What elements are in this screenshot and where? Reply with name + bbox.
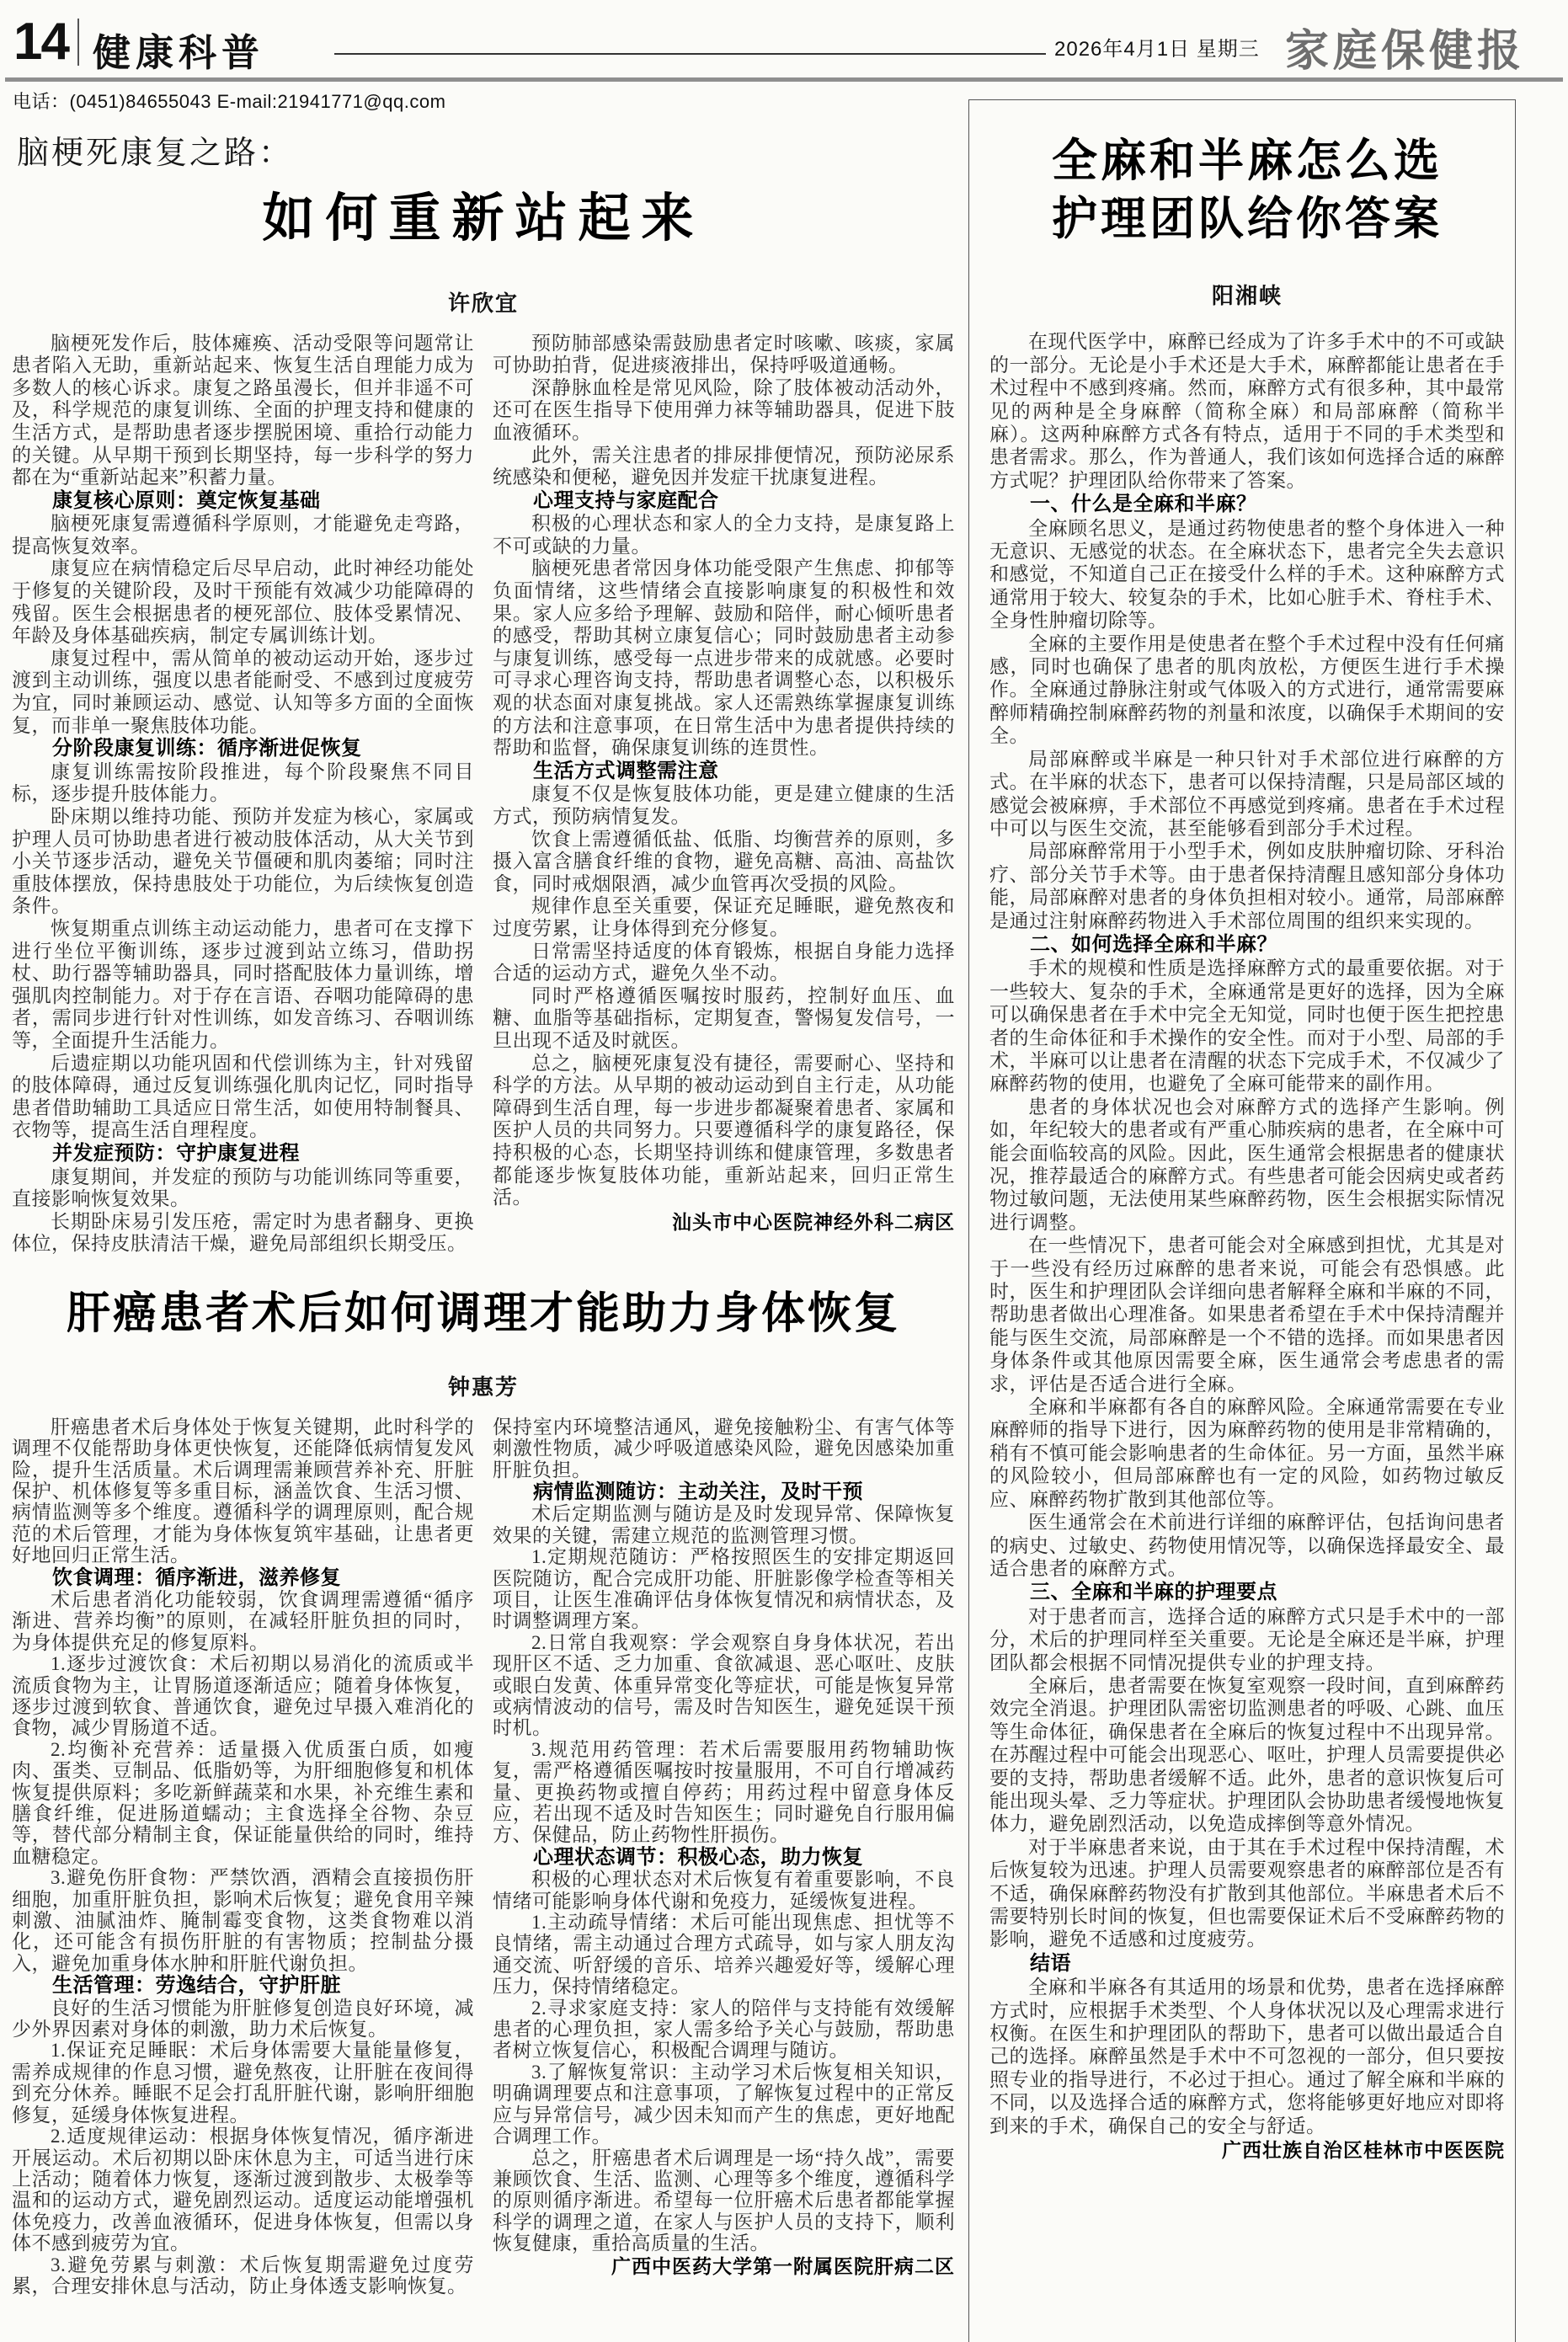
article-paragraph: 长期卧床易引发压疮，需定时为患者翻身、更换体位，保持皮肤清洁干燥，避免局部组织长期受压。 <box>12 1210 474 1255</box>
article2-title-line1: 全麻和半麻怎么选 <box>1052 136 1443 186</box>
article-paragraph: 3.避免伤肝食物：严禁饮酒，酒精会直接损伤肝细胞，加重肝脏负担，影响术后恢复；避免食用辛辣刺激、油腻油炸、腌制霉变食物，这类食物难以消化，还可能含有损伤肝脏的有害物质；控制盐分摄入，避免加重身体水肿和肝脏代谢负担。 <box>12 1867 474 1974</box>
section-heading: 饮食调理：循序渐进，滋养修复 <box>52 1566 341 1589</box>
article-paragraph: 保持室内环境整洁通风，避免接触粉尘、有害气体等刺激性物质，减少呼吸道感染风险，避免因感染加重肝脏负担。 <box>493 1416 955 1480</box>
article-paragraph: 在现代医学中，麻醉已经成为了许多手术中的不可或缺的一部分。无论是小手术还是大手术，麻醉都能让患者在手术过程中不感到疼痛。然而，麻醉方式有很多种，其中最常见的两种是全身麻醉（简称全麻）和局部麻醉（简称半麻）。这两种麻醉方式各有特点，适用于不同的手术类型和患者需求。那么，作为普通人，我们该如何选择合适的麻醉方式呢？护理团队给你带来了答案。 <box>989 331 1505 491</box>
article-paragraph: 术后定期监测与随访是及时发现异常、保障恢复效果的关键，需建立规范的监测管理习惯。 <box>493 1503 955 1546</box>
article-paragraph: 对于患者而言，选择合适的麻醉方式只是手术中的一部分，术后的护理同样至关重要。无论是全麻还是半麻，护理团队都会根据不同情况提供专业的护理支持。 <box>989 1605 1505 1673</box>
article1-body <box>12 333 955 1256</box>
article1-author: 许欣宜 <box>447 290 519 316</box>
article-paragraph: 2.均衡补充营养：适量摄入优质蛋白质，如瘦肉、蛋类、豆制品、低脂奶等，为肝细胞修复和机体恢复提供原料；多吃新鲜蔬菜和水果，补充维生素和膳食纤维，促进肠道蠕动；主食选择全谷物、杂豆等，替代部分精制主食，保证能量供给的同时，维持血糖稳定。 <box>12 1738 474 1867</box>
article1-column-1 <box>12 333 474 1256</box>
article-paragraph: 康复期间，并发症的预防与功能训练同等重要，直接影响恢复效果。 <box>12 1166 474 1210</box>
article-paragraph: 医生通常会在术前进行详细的麻醉评估，包括询问患者的病史、过敏史、药物使用情况等，以确保选择最安全、最适合患者的麻醉方式。 <box>989 1512 1505 1579</box>
article-paragraph: 总之，肝癌患者术后调理是一场“持久战”，需要兼顾饮食、生活、监测、心理等多个维度，遵循科学的原则循序渐进。希望每一位肝癌术后患者都能掌握科学的调理之道，在家人与医护人员的支持下，顺利恢复健康，重拾高质量的生活。 <box>493 2147 955 2254</box>
article-paragraph: 康复过程中，需从简单的被动运动开始，逐步过渡到主动训练，强度以患者能耐受、不感到过度疲劳为宜，同时兼顾运动、感觉、认知等多方面的全面恢复，而非单一聚焦肢体功能。 <box>12 647 474 736</box>
article-paragraph: 预防肺部感染需鼓励患者定时咳嗽、咳痰，家属可协助拍背，促进痰液排出，保持呼吸道通畅。 <box>493 332 955 376</box>
section-heading: 康复核心原则：奠定恢复基础 <box>52 488 321 512</box>
page-number-divider <box>77 19 79 66</box>
article-paragraph: 全麻和半麻都有各自的麻醉风险。全麻通常需要在专业麻醉师的指导下进行，因为麻醉药物的使用是非常精确的，稍有不慎可能会影响患者的生命体征。另一方面，虽然半麻的风险较小，但局部麻醉也有一定的风险，如药物过敏反应、麻醉药物扩散到其他部位等。 <box>989 1396 1505 1510</box>
article3-body <box>12 1416 955 2297</box>
article-paragraph: 恢复期重点训练主动运动能力，患者可在支撑下进行坐位平衡训练，逐步过渡到站立练习，借助拐杖、助行器等辅助器具，同时搭配肢体力量训练，增强肌肉控制能力。对于存在言语、吞咽功能障碍的患者，需同步进行针对性训练，如发音练习、吞咽训练等，全面提升生活能力。 <box>12 917 474 1051</box>
article-paragraph: 日常需坚持适度的体育锻炼，根据自身能力选择合适的运动方式，避免久坐不动。 <box>493 940 955 984</box>
article-paragraph: 2.寻求家庭支持：家人的陪伴与支持能有效缓解患者的心理负担，家人需多给予关心与鼓励，帮助患者树立恢复信心，积极配合调理与随访。 <box>493 1997 955 2062</box>
article-paragraph: 康复不仅是恢复肢体功能，更是建立健康的生活方式，预防病情复发。 <box>493 783 955 827</box>
article3-author: 钟惠芳 <box>447 1374 519 1400</box>
article-paragraph: 1.定期规范随访：严格按照医生的安排定期返回医院随访，配合完成肝功能、肝脏影像学检查等相关项目，让医生准确评估身体恢复情况和病情状态，及时调整调理方案。 <box>493 1546 955 1632</box>
article-paragraph: 全麻顾名思义，是通过药物使患者的整个身体进入一种无意识、无感觉的状态。在全麻状态下，患者完全失去意识和感觉，不知道自己正在接受什么样的手术。这种麻醉方式通常用于较大、较复杂的手术，比如心脏手术、脊柱手术、全身性肿瘤切除等。 <box>989 517 1505 632</box>
article3-column-1 <box>12 1416 474 2297</box>
section-heading: 病情监测随访：主动关注，及时干预 <box>533 1480 863 1503</box>
right-section <box>968 99 1516 2342</box>
article-paragraph: 对于半麻患者来说，由于其在手术过程中保持清醒，术后恢复较为迅速。护理人员需要观察患者的麻醉部位是否有不适，确保麻醉药物没有扩散到其他部位。半麻患者术后不需要特别长时间的恢复，但也需要保证术后不受麻醉药物的影响，避免不适感和过度疲劳。 <box>989 1836 1505 1950</box>
article2-author: 阳湘峡 <box>1211 283 1283 309</box>
article-stroke-rehab <box>12 126 955 1256</box>
article-paragraph: 脑梗死发作后，肢体瘫痪、活动受限等问题常让患者陷入无助，重新站起来、恢复生活自理能力成为多数人的核心诉求。康复之路虽漫长，但并非遥不可及，科学规范的康复训练、全面的护理支持和健康的生活方式，是帮助患者逐步摆脱困境、重拾行动能力的关键。从早期干预到长期坚持，每一步科学的努力都在为“重新站起来”积蓄力量。 <box>12 332 474 488</box>
section-heading: 并发症预防：守护康复进程 <box>52 1141 300 1165</box>
article2-title-line2: 护理团队给你答案 <box>1052 194 1443 245</box>
section-heading: 心理支持与家庭配合 <box>533 488 719 512</box>
article-paragraph: 全麻和半麻各有其适用的场景和优势，患者在选择麻醉方式时，应根据手术类型、个人身体状况以及心理需求进行权衡。在医生和护理团队的帮助下，患者可以做出最适合自己的选择。麻醉虽然是手术中不可忽视的一部分，但只要按照专业的指导进行，不必过于担心。通过了解全麻和半麻的不同，以及选择合适的麻醉方式，您将能够更好地应对即将到来的手术，确保自己的安全与舒适。 <box>989 1977 1505 2137</box>
article-paragraph: 1.主动疏导情绪：术后可能出现焦虑、担忧等不良情绪，需主动通过合理方式疏导，如与家人朋友沟通交流、听舒缓的音乐、培养兴趣爱好等，缓解心理压力，保持情绪稳定。 <box>493 1912 955 1998</box>
article-signature: 广西中医药大学第一附属医院肝病二区 <box>611 2254 955 2277</box>
article2-body <box>989 330 1505 2162</box>
article-paragraph: 脑梗死患者常因身体功能受限产生焦虑、抑郁等负面情绪，这些情绪会直接影响康复的积极性和效果。家人应多给予理解、鼓励和陪伴，耐心倾听患者的感受，帮助其树立康复信心；同时鼓励患者主动参与康复训练，感受每一点进步带来的成就感。必要时可寻求心理咨询支持，帮助患者调整心态，以积极乐观的状态面对康复挑战。家人还需熟练掌握康复训练的方法和注意事项，在日常生活中为患者提供持续的帮助和监督，确保康复训练的连贯性。 <box>493 557 955 759</box>
section-heading: 二、如何选择全麻和半麻？ <box>1030 932 1277 956</box>
article-paragraph: 3.规范用药管理：若术后需要服用药物辅助恢复，需严格遵循医嘱按时按量服用，不可自行增减药量、更换药物或擅自停药；用药过程中留意身体反应，若出现不适及时告知医生；同时避免自行服用偏方、保健品，防止药物性肝损伤。 <box>493 1738 955 1846</box>
section-heading: 生活方式调整需注意 <box>533 759 719 782</box>
header-rule <box>334 53 1046 55</box>
article-paragraph: 康复应在病情稳定后尽早启动，此时神经功能处于修复的关键阶段，及时干预能有效减少功能障碍的残留。医生会根据患者的梗死部位、肢体受累情况、年龄及身体基础疾病，制定专属训练计划。 <box>12 557 474 647</box>
article-paragraph: 局部麻醉常用于小型手术，例如皮肤肿瘤切除、牙科治疗、部分关节手术等。由于患者保持清醒且感知部分身体功能，局部麻醉对患者的身体负担相对较小。通常，局部麻醉是通过注射麻醉药物进入手术部位周围的组织来实现的。 <box>989 840 1505 931</box>
newspaper-masthead: 家庭保健报 <box>1285 28 1526 76</box>
article-paragraph: 后遗症期以功能巩固和代偿训练为主，针对残留的肢体障碍，通过反复训练强化肌肉记忆，同时指导患者借助辅助工具适应日常生活，如使用特制餐具、衣物等，提高生活自理程度。 <box>12 1052 474 1141</box>
article1-kicker: 脑梗死康复之路： <box>17 136 294 171</box>
article-paragraph: 3.避免劳累与刺激：术后恢复期需避免过度劳累，合理安排休息与活动，防止身体透支影响恢复。 <box>12 2254 474 2297</box>
article1-column-2 <box>493 333 955 1256</box>
article-paragraph: 良好的生活习惯能为肝脏修复创造良好环境，减少外界因素对身体的刺激，助力术后恢复。 <box>12 1997 474 2041</box>
article3-title: 肝癌患者术后如何调理才能助力身体恢复 <box>66 1289 900 1338</box>
article-paragraph: 此外，需关注患者的排尿排便情况，预防泌尿系统感染和便秘，避免因并发症干扰康复进程。 <box>493 444 955 488</box>
article-paragraph: 在一些情况下，患者可能会对全麻感到担忧，尤其是对于一些没有经历过麻醉的患者来说，可能会有恐惧感。此时，医生和护理团队会详细向患者解释全麻和半麻的不同，帮助患者做出心理准备。如果患者希望在手术中保持清醒并能与医生交流，局部麻醉是一个不错的选择。而如果患者因身体条件或其他原因需要全麻，医生通常会考虑患者的需求，评估是否适合进行全麻。 <box>989 1235 1505 1395</box>
article-paragraph: 局部麻醉或半麻是一种只针对手术部位进行麻醉的方式。在半麻的状态下，患者可以保持清醒，只是局部区域的感觉会被麻痹，手术部位不再感觉到疼痛。患者在手术过程中可以与医生交流，甚至能够看到部分手术过程。 <box>989 748 1505 839</box>
section-heading: 一、什么是全麻和半麻？ <box>1030 493 1257 516</box>
article-liver-cancer-recovery <box>12 1278 955 2297</box>
article-paragraph: 手术的规模和性质是选择麻醉方式的最重要依据。对于一些较大、复杂的手术，全麻通常是更好的选择，因为全麻可以确保患者在手术中完全无知觉，同时也便于医生把控患者的生命体征和手术操作的安全性。而对于小型、局部的手术，半麻可以让患者在清醒的状态下完成手术，不仅减少了麻醉药物的使用，也避免了全麻可能带来的副作用。 <box>989 958 1505 1095</box>
page-number: 14 <box>13 13 68 71</box>
article-paragraph: 积极的心理状态和家人的全力支持，是康复路上不可或缺的力量。 <box>493 513 955 557</box>
header-thick-rule <box>5 77 1563 82</box>
article1-title: 如何重新站起来 <box>262 190 705 248</box>
section-heading: 心理状态调节：积极心态，助力恢复 <box>533 1845 863 1869</box>
article-paragraph: 总之，脑梗死康复没有捷径，需要耐心、坚持和科学的方法。从早期的被动运动到自主行走，从功能障碍到生活自理，每一步进步都凝聚着患者、家属和医护人员的共同努力。只要遵循科学的康复路径，保持积极的心态，长期坚持训练和健康管理，多数患者都能逐步恢复肢体功能，重新站起来，回归正常生活。 <box>493 1052 955 1208</box>
section-heading: 生活管理：劳逸结合，守护肝脏 <box>52 1974 341 1998</box>
article-paragraph: 1.逐步过渡饮食：术后初期以易消化的流质或半流质食物为主，让胃肠道逐渐适应；随着身体恢复，逐步过渡到软食、普通饮食，避免过早摄入难消化的食物，减少胃肠道不适。 <box>12 1653 474 1739</box>
article-paragraph: 肝癌患者术后身体处于恢复关键期，此时科学的调理不仅能帮助身体更快恢复，还能降低病情复发风险，提升生活质量。术后调理需兼顾营养补充、肝脏保护、机体修复等多重目标，涵盖饮食、生活习惯、病情监测等多个维度。遵循科学的调理原则，配合规范的术后管理，才能为身体恢复筑牢基础，让患者更好地回归正常生活。 <box>12 1416 474 1566</box>
article-anesthesia-choice <box>989 132 1505 2162</box>
section-heading: 三、全麻和半麻的护理要点 <box>1030 1581 1277 1604</box>
article-paragraph: 饮食上需遵循低盐、低脂、均衡营养的原则，多摄入富含膳食纤维的食物，避免高糖、高油、高盐饮食，同时戒烟限酒，减少血管再次受损的风险。 <box>493 828 955 894</box>
article3-column-2 <box>493 1416 955 2297</box>
article-paragraph: 3.了解恢复常识：主动学习术后恢复相关知识，明确调理要点和注意事项，了解恢复过程中的正常反应与异常信号，减少因未知而产生的焦虑，更好地配合调理工作。 <box>493 2061 955 2147</box>
section-title: 健康科普 <box>93 31 265 74</box>
article-signature: 广西壮族自治区桂林市中医医院 <box>1222 2139 1505 2162</box>
article-signature: 汕头市中心医院神经外科二病区 <box>672 1210 955 1233</box>
contact-info: 电话：(0451)84655043 E-mail:21941771@qq.com <box>13 91 446 112</box>
article-paragraph: 2.日常自我观察：学会观察自身身体状况，若出现肝区不适、乏力加重、食欲减退、恶心呕吐、皮肤或眼白发黄、体重异常变化等症状，可能是恢复异常或病情波动的信号，需及时告知医生，避免延误干预时机。 <box>493 1631 955 1739</box>
article-paragraph: 同时严格遵循医嘱按时服药，控制好血压、血糖、血脂等基础指标，定期复查，警惕复发信号，一旦出现不适及时就医。 <box>493 984 955 1051</box>
section-heading: 分阶段康复训练：循序渐进促恢复 <box>52 737 362 760</box>
article-paragraph: 2.适度规律运动：根据身体恢复情况，循序渐进开展运动。术后初期以卧床休息为主，可适当进行床上活动；随着体力恢复，逐渐过渡到散步、太极拳等温和的运动方式，避免剧烈运动。适度运动能增强机体免疫力，改善血液循环，促进身体恢复，但需以身体不感到疲劳为宜。 <box>12 2126 474 2254</box>
article-paragraph: 术后患者消化功能较弱，饮食调理需遵循“循序渐进、营养均衡”的原则，在减轻肝脏负担的同时，为身体提供充足的修复原料。 <box>12 1588 474 1653</box>
article-paragraph: 1.保证充足睡眠：术后身体需要大量能量修复，需养成规律的作息习惯，避免熬夜，让肝脏在夜间得到充分休养。睡眠不足会打乱肝脏代谢，影响肝细胞修复，延缓身体恢复进程。 <box>12 2040 474 2126</box>
issue-date: 2026年4月1日 星期三 <box>1054 38 1260 61</box>
article2-title <box>989 132 1505 248</box>
article-paragraph: 脑梗死康复需遵循科学原则，才能避免走弯路，提高恢复效率。 <box>12 513 474 557</box>
article-paragraph: 全麻后，患者需要在恢复室观察一段时间，直到麻醉药效完全消退。护理团队需密切监测患者的呼吸、心跳、血压等生命体征，确保患者在全麻后的恢复过程中不出现异常。在苏醒过程中可能会出现恶心、呕吐，护理人员需要提供必要的支持，帮助患者缓解不适。此外，患者的意识恢复后可能出现头晕、乏力等症状。护理团队会协助患者缓慢地恢复体力，避免剧烈活动，以免造成摔倒等意外情况。 <box>989 1674 1505 1835</box>
section-heading: 结语 <box>1030 1951 1071 1975</box>
article-paragraph: 规律作息至关重要，保证充足睡眠，避免熬夜和过度劳累，让身体得到充分修复。 <box>493 895 955 939</box>
article-paragraph: 积极的心理状态对术后恢复有着重要影响，不良情绪可能影响身体代谢和免疫力，延缓恢复进程。 <box>493 1869 955 1912</box>
article-paragraph: 卧床期以维持功能、预防并发症为核心，家属或护理人员可协助患者进行被动肢体活动，从大关节到小关节逐步活动，避免关节僵硬和肌肉萎缩；同时注重肢体摆放，保持患肢处于功能位，为后续恢复创造条件。 <box>12 806 474 917</box>
article-paragraph: 深静脉血栓是常见风险，除了肢体被动活动外，还可在医生指导下使用弹力袜等辅助器具，促进下肢血液循环。 <box>493 376 955 443</box>
article-paragraph: 全麻的主要作用是使患者在整个手术过程中没有任何痛感，同时也确保了患者的肌肉放松，方便医生进行手术操作。全麻通过静脉注射或气体吸入的方式进行，通常需要麻醉师精确控制麻醉药物的剂量和浓度，以确保手术期间的安全。 <box>989 632 1505 747</box>
left-section <box>12 120 955 2297</box>
article-paragraph: 患者的身体状况也会对麻醉方式的选择产生影响。例如，年纪较大的患者或有严重心肺疾病的患者，在全麻中可能会面临较高的风险。因此，医生通常会根据患者的健康状况，推荐最适合的麻醉方式。有些患者可能会因病史或者药物过敏问题，无法使用某些麻醉药物，医生会根据实际情况进行调整。 <box>989 1096 1505 1233</box>
article-paragraph: 康复训练需按阶段推进，每个阶段聚焦不同目标，逐步提升肢体能力。 <box>12 760 474 805</box>
